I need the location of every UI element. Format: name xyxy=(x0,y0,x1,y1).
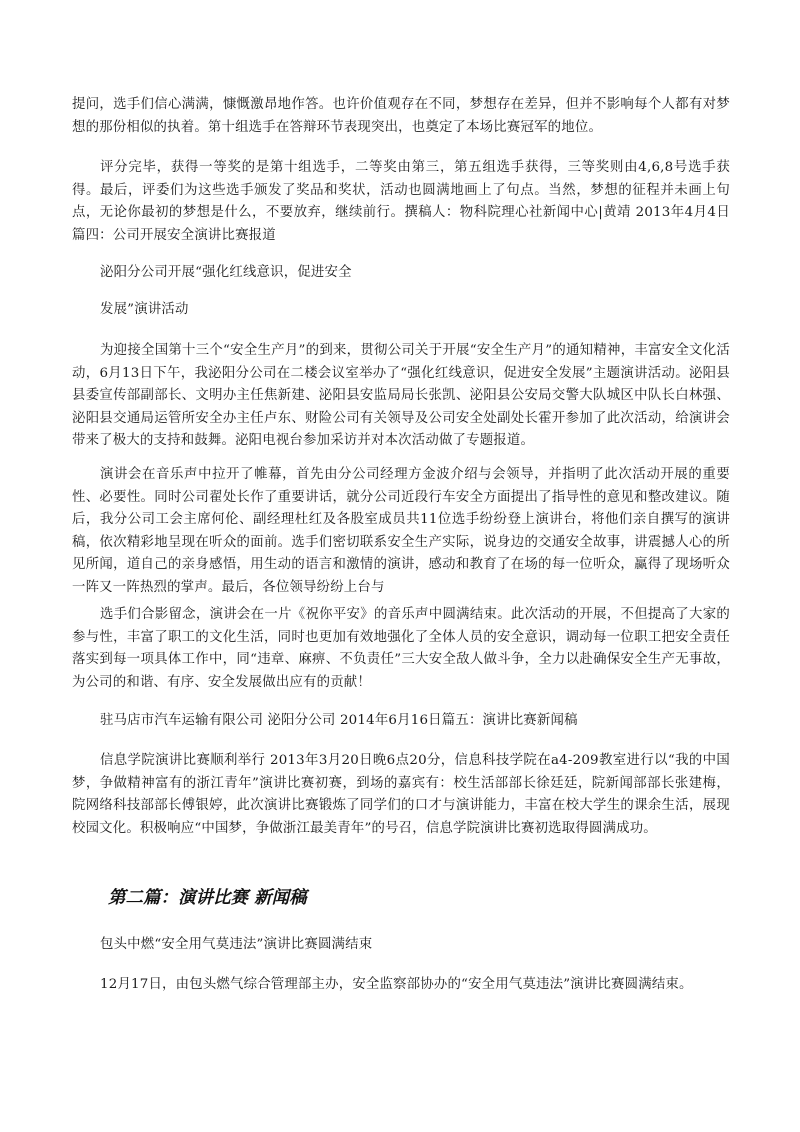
paragraph-6: 演讲会在音乐声中拉开了帷幕，首先由分公司经理方金波介绍与会领导，并指明了此次活动开展的重要性、必要性。同时公司翟处长作了重要讲话，就分公司近段行车安全方面提出了指导性的意见和整改建议。随后，我分公司工会主席何伦、副经理杜红及各股室成员共11位选手纷纷登上演讲台，将他们亲自撰写的演讲稿，依次精彩地呈现在听众的面前。选手们密切联系安全生产实际，说身边的交通安全故事，讲震撼人心的所见所闻，道自己的亲身感悟，用生动的语言和激情的演讲，感动和教育了在场的每一位听众，赢得了现场听众一阵又一阵热烈的掌声。最后，各位领导纷纷上台与 xyxy=(72,467,730,595)
paragraph-8: 驻马店市汽车运输有限公司 泌阳分公司 2014年6月16日篇五：演讲比赛新闻稿 xyxy=(100,713,578,728)
section-heading: 第二篇：演讲比赛 新闻稿 xyxy=(108,888,307,908)
paragraph-2: 评分完毕，获得一等奖的是第十组选手，二等奖由第三，第五组选手获得，三等奖则由4,6,8号选手获得。最后，评委们为这些选手颁发了奖品和奖状，活动也圆满地画上了句点。当然，梦想的征程并未画上句点，无论你最初的梦想是什么，不要放弃，继续前行。撰稿人：物科院理心社新闻中心|黄靖 2013年4月4日篇四：公司开展安全演讲比赛报道 xyxy=(72,160,730,243)
paragraph-9: 信息学院演讲比赛顺利举行 2013年3月20日晚6点20分，信息科技学院在a4-209教室进行以“我的中国梦，争做精神富有的浙江青年”演讲比赛初赛，到场的嘉宾有：校生活部部长徐廷廷，院新闻部部长张建梅，院网络科技部部长傅银婷，此次演讲比赛锻炼了同学们的口才与演讲能力，丰富在校大学生的课余生活，展现校园文化。积极响应“中国梦，争做浙江最美青年”的号召，信息学院演讲比赛初选取得圆满成功。 xyxy=(72,753,730,836)
paragraph-4: 发展”演讲活动 xyxy=(100,302,189,317)
paragraph-7: 选手们合影留念，演讲会在一片《祝你平安》的音乐声中圆满结束。此次活动的开展，不但提高了大家的参与性，丰富了职工的文化生活，同时也更加有效地强化了全体人员的安全意识，调动每一位职工把安全责任落实到每一项具体工作中，同“违章、麻痹、不负责任”三大安全敌人做斗争，全力以赴确保安全生产无事故，为公司的和谐、有序、安全发展做出应有的贡献！ xyxy=(72,607,730,690)
paragraph-10: 包头中燃“安全用气莫违法”演讲比赛圆满结束 xyxy=(100,937,373,952)
paragraph-5: 为迎接全国第十三个“安全生产月”的到来，贯彻公司关于开展“安全生产月”的通知精神，丰富安全文化活动，6月13日下午，我泌阳分公司在二楼会议室举办了“强化红线意识，促进安全发展”主题演讲活动。泌阳县县委宣传部副部长、文明办主任焦新建、泌阳县安监局局长张凯、泌阳县公安局交警大队城区中队长白林强、泌阳县交通局运管所安全办主任卢东、财险公司有关领导及公司安全处副处长霍开参加了此次活动，给演讲会带来了极大的支持和鼓舞。泌阳电视台参加采访并对本次活动做了专题报道。 xyxy=(72,343,730,449)
paragraph-3: 泌阳分公司开展“强化红线意识，促进安全 xyxy=(100,265,352,280)
paragraph-11: 12月17日，由包头燃气综合管理部主办，安全监察部协办的“安全用气莫违法”演讲比赛圆满结束。 xyxy=(100,977,693,992)
paragraph-1: 提问，选手们信心满满，慷慨激昂地作答。也许价值观存在不同，梦想存在差异，但并不影响每个人都有对梦想的那份相似的执着。第十组选手在答辩环节表现突出，也奠定了本场比赛冠军的地位。 xyxy=(72,97,730,135)
